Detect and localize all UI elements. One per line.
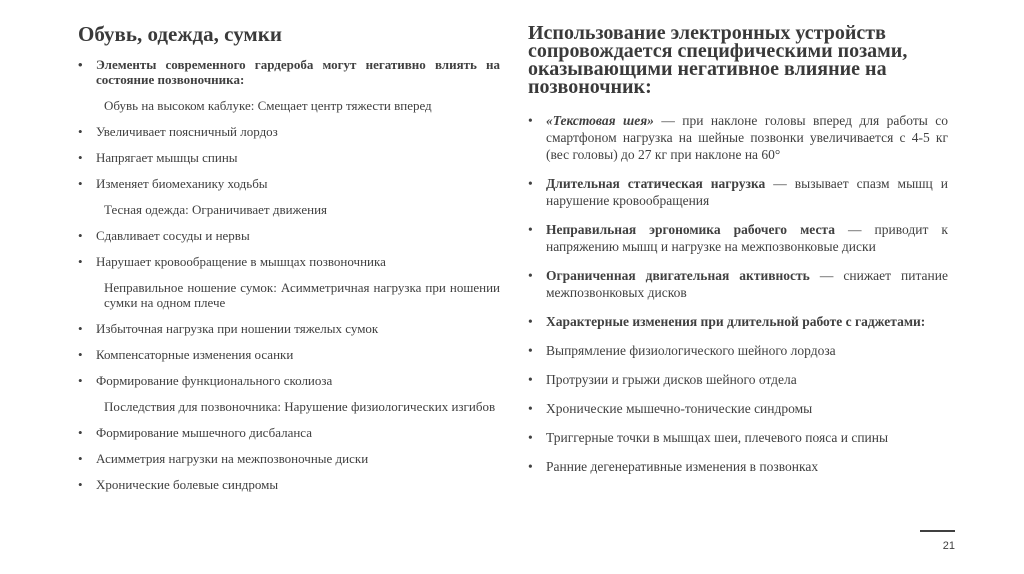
bullet-item: • Избыточная нагрузка при ношении тяжелых сумок (78, 321, 500, 336)
subheading-item: Обувь на высоком каблуке: Смещает центр тяжести вперед (104, 98, 432, 113)
bullet-term: Характерные изменения при длительной работе с гаджетами: (546, 314, 926, 329)
bullet-text: Триггерные точки в мышцах шеи, плечевого пояса и спины (546, 430, 889, 445)
left-title: Обувь, одежда, сумки (78, 22, 282, 46)
bullet-term: Неправильная эргономика рабочего места (546, 222, 835, 237)
subheading-item: Последствия для позвоночника: Нарушение физиологических изгибов (104, 399, 496, 414)
bullet-item (528, 342, 948, 359)
bullet-item: • Компенсаторные изменения осанки (78, 347, 500, 362)
bullet-text: — вызывает спазм мышц и нарушение кровообращения (546, 176, 948, 208)
left-list (78, 57, 500, 503)
subheading-item: Неправильное ношение сумок: Асимметричная нагрузка при ношении сумки на одном плече (104, 280, 500, 310)
bullet-item: • Сдавливает сосуды и нервы (78, 228, 500, 243)
bullet-term: Ограниченная двигательная активность (546, 268, 810, 283)
bullet-item (528, 267, 948, 301)
bullet-item (528, 429, 948, 446)
bullet-item (528, 112, 948, 163)
bullet-item: • Напрягает мышцы спины (78, 150, 500, 165)
bullet-item: • Увеличивает поясничный лордоз (78, 124, 500, 139)
bullet-item: • Хронические болевые синдромы (78, 477, 500, 492)
bullet-text: Хронические мышечно-тонические синдромы (546, 401, 813, 416)
bullet-item (528, 458, 948, 475)
bullet-item: • Нарушает кровообращение в мышцах позвоночника (78, 254, 500, 269)
bullet-text: — при наклоне головы вперед для работы со смартфоном нагрузка на шейные позвонки увеличивается с 4-5 кг (вес головы) до 27 кг при наклоне на 60° (546, 113, 948, 162)
bullet-text: Протрузии и грыжи дисков шейного отдела (546, 372, 797, 387)
bullet-item (528, 175, 948, 209)
bullet-text: Выпрямление физиологического шейного лордоза (546, 343, 836, 358)
bullet-item: • Элементы современного гардероба могут негативно влиять на состояние позвоночника: (78, 57, 500, 87)
bullet-text: Ранние дегенеративные изменения в позвонках (546, 459, 819, 474)
bullet-item (528, 313, 948, 330)
bullet-item: • Асимметрия нагрузки на межпозвоночные диски (78, 451, 500, 466)
right-list (528, 112, 948, 487)
bullet-term: Длительная статическая нагрузка (546, 176, 766, 191)
bullet-item (528, 371, 948, 388)
bullet-item (528, 221, 948, 255)
bullet-item (528, 400, 948, 417)
bullet-text: — снижает питание межпозвонковых дисков (546, 268, 948, 300)
page-number-divider (920, 530, 955, 532)
bullet-text: — приводит к напряжению мышц и нагрузке на межпозвонковые диски (546, 222, 948, 254)
page-number: 21 (942, 540, 955, 552)
bullet-item: • Изменяет биомеханику ходьбы (78, 176, 500, 191)
bullet-term: «Текстовая шея» (546, 113, 654, 128)
subheading-item: Тесная одежда: Ограничивает движения (104, 202, 328, 217)
right-title: Использование электронных устройств сопровождается специфическими позами, оказывающими негативное влияние на позвоночник: (528, 22, 908, 98)
bullet-item: • Формирование мышечного дисбаланса (78, 425, 500, 440)
bullet-item: • Формирование функционального сколиоза (78, 373, 500, 388)
